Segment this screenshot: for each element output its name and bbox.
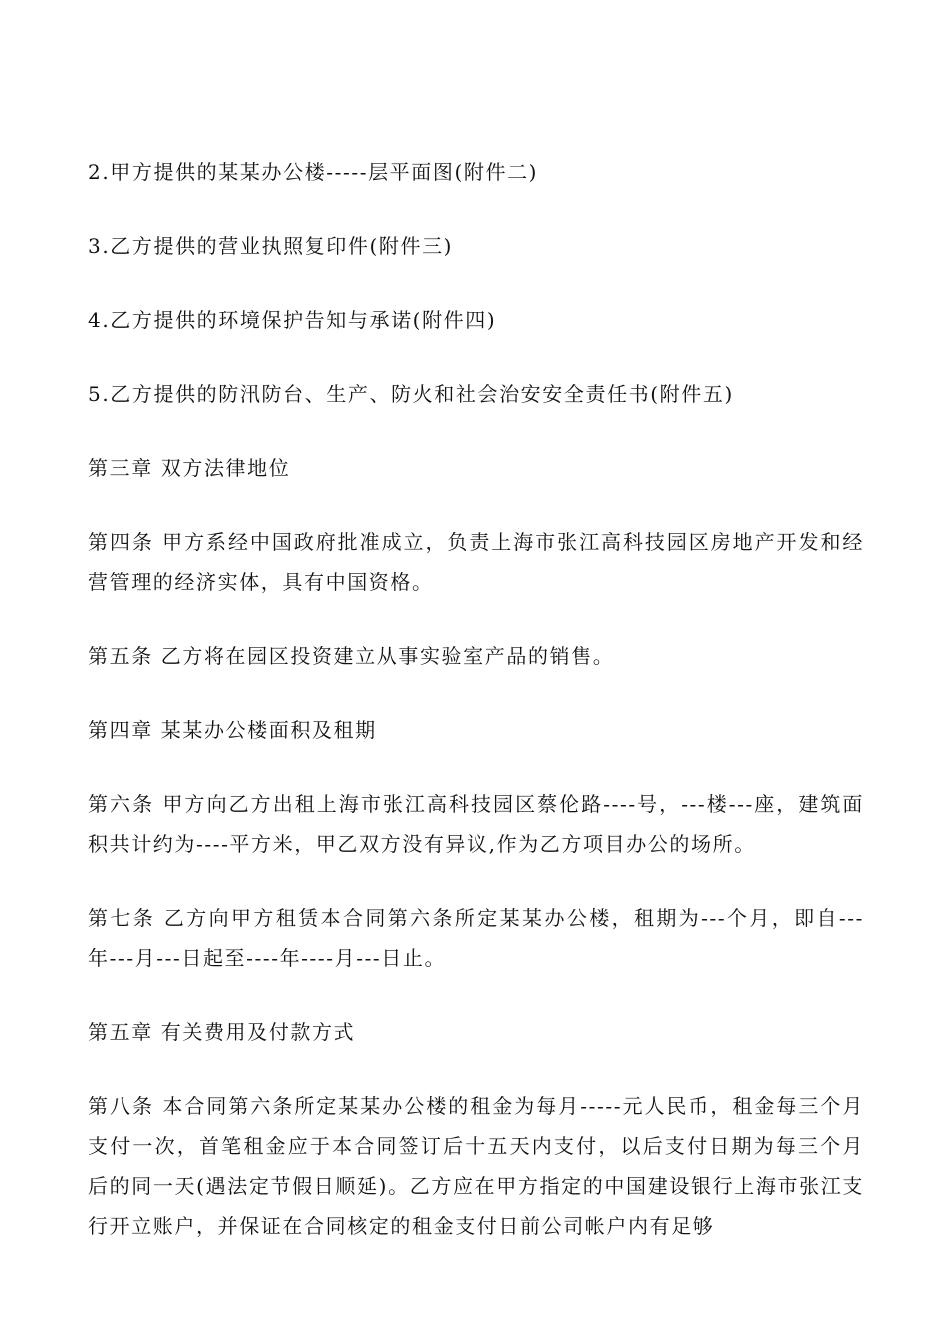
attachment-item-4: 4.乙方提供的环境保护告知与承诺(附件四) [88,308,497,332]
article-7: 第七条 乙方向甲方租赁本合同第六条所定某某办公楼，租期为---个月，即自---年---月---日起至----年----月---日止。 [88,906,864,970]
attachment-item-3: 3.乙方提供的营业执照复印件(附件三) [88,234,454,258]
article-4: 第四条 甲方系经中国政府批准成立，负责上海市张江高科技园区房地产开发和经营管理的经济实体，具有中国资格。 [88,530,864,594]
chapter-4-heading: 第四章 某某办公楼面积及租期 [88,718,377,742]
chapter-3-heading: 第三章 双方法律地位 [88,456,291,480]
article-5: 第五条 乙方将在园区投资建立从事实验室产品的销售。 [88,644,615,668]
document-body [88,152,864,1280]
attachment-item-2: 2.甲方提供的某某办公楼-----层平面图(附件二) [88,160,539,184]
chapter-5-heading: 第五章 有关费用及付款方式 [88,1020,356,1044]
article-6: 第六条 甲方向乙方出租上海市张江高科技园区蔡伦路----号，---楼---座，建筑面积共计约为----平方米，甲乙双方没有异议,作为乙方项目办公的场所。 [88,792,864,856]
attachment-item-5: 5.乙方提供的防汛防台、生产、防火和社会治安安全责任书(附件五) [88,382,734,406]
article-8: 第八条 本合同第六条所定某某办公楼的租金为每月-----元人民币，租金每三个月支付一次，首笔租金应于本合同签订后十五天内支付，以后支付日期为每三个月后的同一天(遇法定节假日顺延)。乙方应在甲方指定的中国建设银行上海市张江支行开立账户，并保证在合同核定的租金支付日前公司帐户内有足够 [88,1094,864,1238]
